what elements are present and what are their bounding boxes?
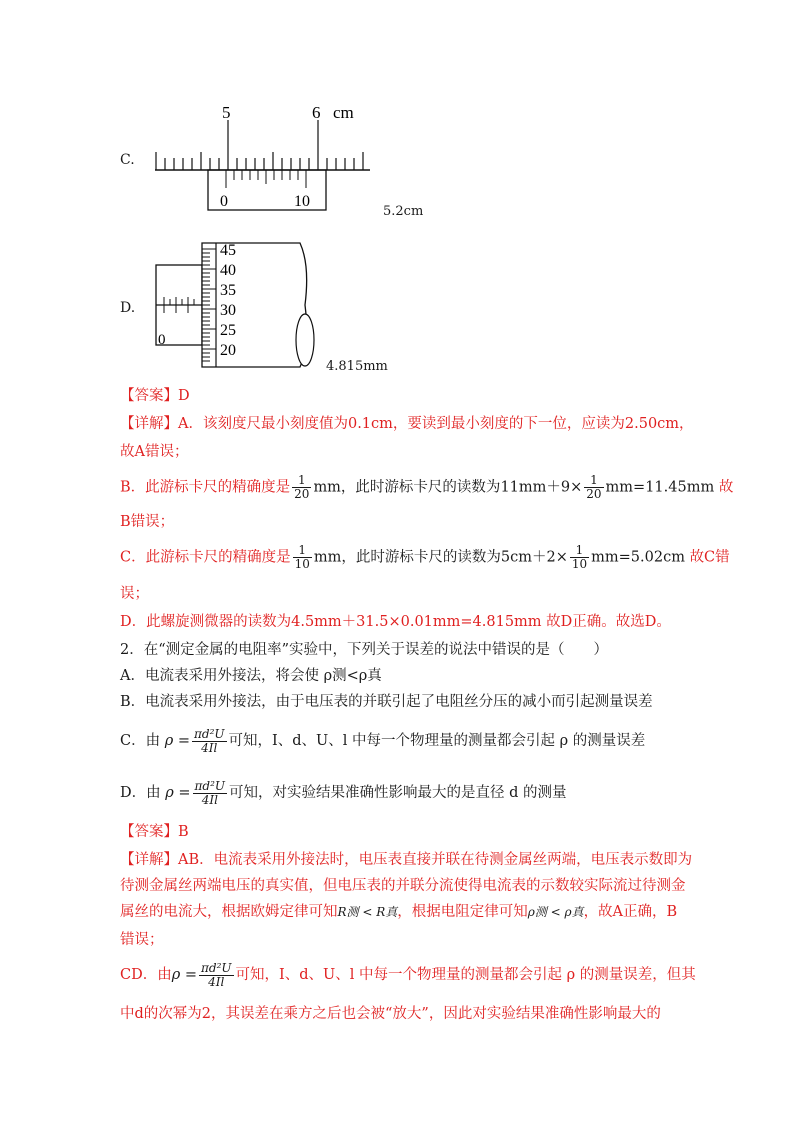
q2-option-b: B．电流表采用外接法，由于电压表的并联引起了电阻丝分压的减小而引起测量误差: [120, 694, 653, 710]
micrometer-diagram: [150, 235, 325, 375]
micrometer-zero: 0: [158, 332, 166, 348]
q2-option-d: D．由 ρ = $\frac{\text{πd²U}}{4Il}$ 可知，对实验结果准确性影响最大的是直径 d 的测量: [120, 778, 567, 807]
micrometer-tick-40: 40: [220, 262, 236, 279]
q2-detail-5: CD．由ρ = $\frac{\text{πd²U}}{4Il}$ 可知，I、d、U、l 中每一个物理量的测量都会引起 ρ 的测量误差，但其: [120, 960, 696, 989]
resistivity-formula: $\frac{\text{πd²U}}{4Il}$: [194, 778, 226, 807]
q1-detail-a-cont: 故A错误；: [120, 444, 189, 460]
vernier-caliper-diagram: [150, 100, 380, 215]
caliper-reading: 5.2cm: [383, 204, 424, 219]
q2-option-a: A．电流表采用外接法，将会使 ρ测<ρ真: [120, 668, 382, 684]
caliper-tick-5: 5: [222, 103, 231, 122]
micrometer-tick-25: 25: [220, 322, 236, 339]
q2-option-c: C．由 ρ = $\frac{\text{πd²U}}{4Il}$ 可知，I、d、U、l 中每一个物理量的测量都会引起 ρ 的测量误差: [120, 726, 646, 755]
q2-stem: 2．在“测定金属的电阻率”实验中，下列关于误差的说法中错误的是（ ）: [120, 642, 609, 658]
q2-detail-4: 错误；: [120, 932, 164, 948]
q1-detail-b-cont: B错误；: [120, 514, 175, 530]
caliper-vernier-0: 0: [220, 193, 228, 210]
q1-detail-b: B．此游标卡尺的精确度是 $\frac{1}{20}$ mm，此时游标卡尺的读数为11mm＋9× $\frac{1}{20}$ mm=11.45mm 故: [120, 473, 734, 501]
q1-detail-c: C．此游标卡尺的精确度是 $\frac{1}{10}$ mm，此时游标卡尺的读数为5cm＋2× $\frac{1}{10}$ mm=5.02cm 故C错: [120, 543, 730, 571]
micrometer-reading: 4.815mm: [326, 359, 388, 374]
q2-detail-3: 属丝的电流大，根据欧姆定律可知R测 < R真，根据电阻定律可知ρ测 < ρ真，故A正确，B: [120, 904, 678, 920]
q1-detail-d: D．此螺旋测微器的读数为4.5mm＋31.5×0.01mm=4.815mm 故D正确。故选D。: [120, 614, 671, 630]
q2-detail-1: 【详解】AB．电流表采用外接法时，电压表直接并联在待测金属丝两端，电压表示数即为: [120, 852, 693, 868]
micrometer-tick-30: 30: [220, 302, 236, 319]
q1-detail-c-cont: 误；: [120, 586, 149, 602]
micrometer-tick-20: 20: [220, 342, 236, 359]
option-c-label: C.: [120, 152, 135, 168]
q2-detail-2: 待测金属丝两端电压的真实值，但电压表的并联分流使得电流表的示数较实际流过待测金: [120, 878, 686, 894]
micrometer-tick-35: 35: [220, 282, 236, 299]
caliper-vernier-10: 10: [294, 193, 310, 210]
caliper-tick-6: 6: [312, 103, 321, 122]
resistivity-formula: $\frac{\text{πd²U}}{4Il}$: [201, 960, 232, 989]
micrometer-tick-45: 45: [220, 242, 236, 259]
resistivity-formula: $\frac{\text{πd²U}}{4Il}$: [194, 726, 225, 755]
q1-answer: 【答案】D: [120, 388, 190, 404]
q2-detail-6: 中d的次幂为2，其误差在乘方之后也会被“放大”，因此对实验结果准确性影响最大的: [120, 1006, 661, 1022]
q1-detail-a: 【详解】A．该刻度尺最小刻度值为0.1cm，要读到最小刻度的下一位，应读为2.50cm，: [120, 416, 694, 432]
caliper-unit: cm: [333, 103, 354, 122]
q2-answer: 【答案】B: [120, 824, 189, 840]
option-d-label: D.: [120, 300, 136, 316]
